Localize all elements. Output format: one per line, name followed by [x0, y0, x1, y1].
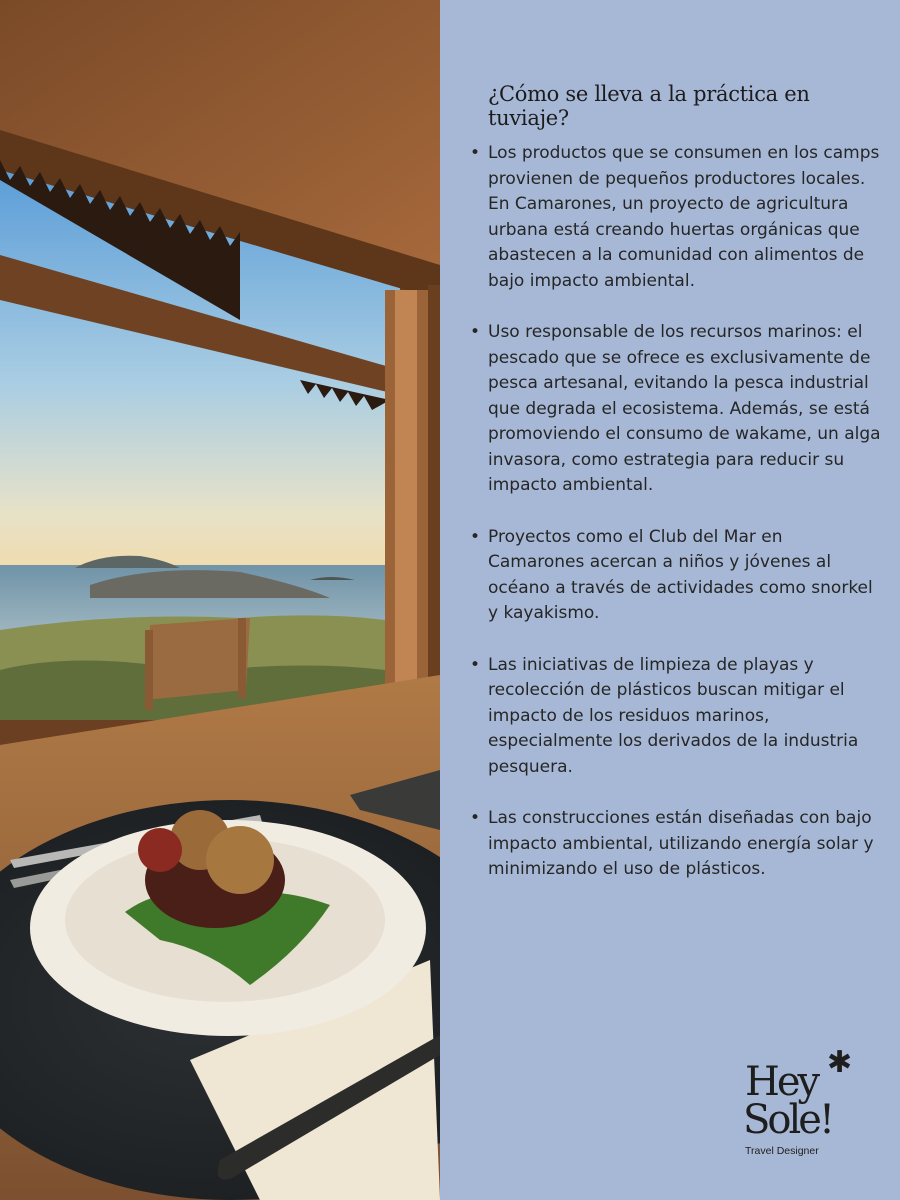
list-item [470, 525, 882, 627]
list-item [470, 806, 882, 883]
list-item-text: Los productos que se consumen en los camps provienen de pequeños productores locales. En Camarones, un proyecto de agricultura urbana está creando huertas orgánicas que abastecen a la comunidad con alimentos de bajo impacto ambiental. [488, 143, 880, 291]
list-item-text: Las construcciones están diseñadas con bajo impacto ambiental, utilizando energía solar y minimizando el uso de plásticos. [488, 808, 874, 879]
asterisk-icon: ✱ [827, 1046, 853, 1079]
bullet-marker: • [470, 808, 481, 828]
page-title: ¿Cómo se lleva a la práctica en tuviaje? [488, 82, 810, 130]
logo-line-1: Hey [745, 1059, 818, 1105]
photo-illustration [0, 0, 440, 1200]
list-item [470, 141, 882, 294]
logo-tagline: Travel Designer [745, 1145, 819, 1157]
cabin-sea-view-photo [0, 0, 440, 1200]
bullet-marker: • [470, 143, 481, 163]
list-item-text: Las iniciativas de limpieza de playas y recolección de plásticos buscan mitigar el impacto de los residuos marinos, especialmente los derivados de la industria pesquera. [488, 654, 859, 777]
brand-logo [743, 1048, 863, 1168]
info-panel [440, 0, 900, 1200]
practice-list [470, 141, 882, 909]
list-item-text: Proyectos como el Club del Mar en Camarones acercan a niños y jóvenes al océano a través de actividades como snorkel y kayakismo. [488, 526, 873, 623]
list-item-text: Uso responsable de los recursos marinos: el pescado que se ofrece es exclusivamente de pesca artesanal, evitando la pesca industrial que degrada el ecosistema. Además, se está promoviendo el consumo de wakame, un alga invasora, como estrategia para reducir su impacto ambiental. [488, 322, 881, 495]
bullet-marker: • [470, 526, 481, 547]
bullet-marker: • [470, 322, 481, 342]
bullet-marker: • [470, 654, 481, 675]
list-item [470, 320, 882, 499]
list-item [470, 653, 882, 781]
logo-line-2: Sole! [743, 1097, 833, 1143]
